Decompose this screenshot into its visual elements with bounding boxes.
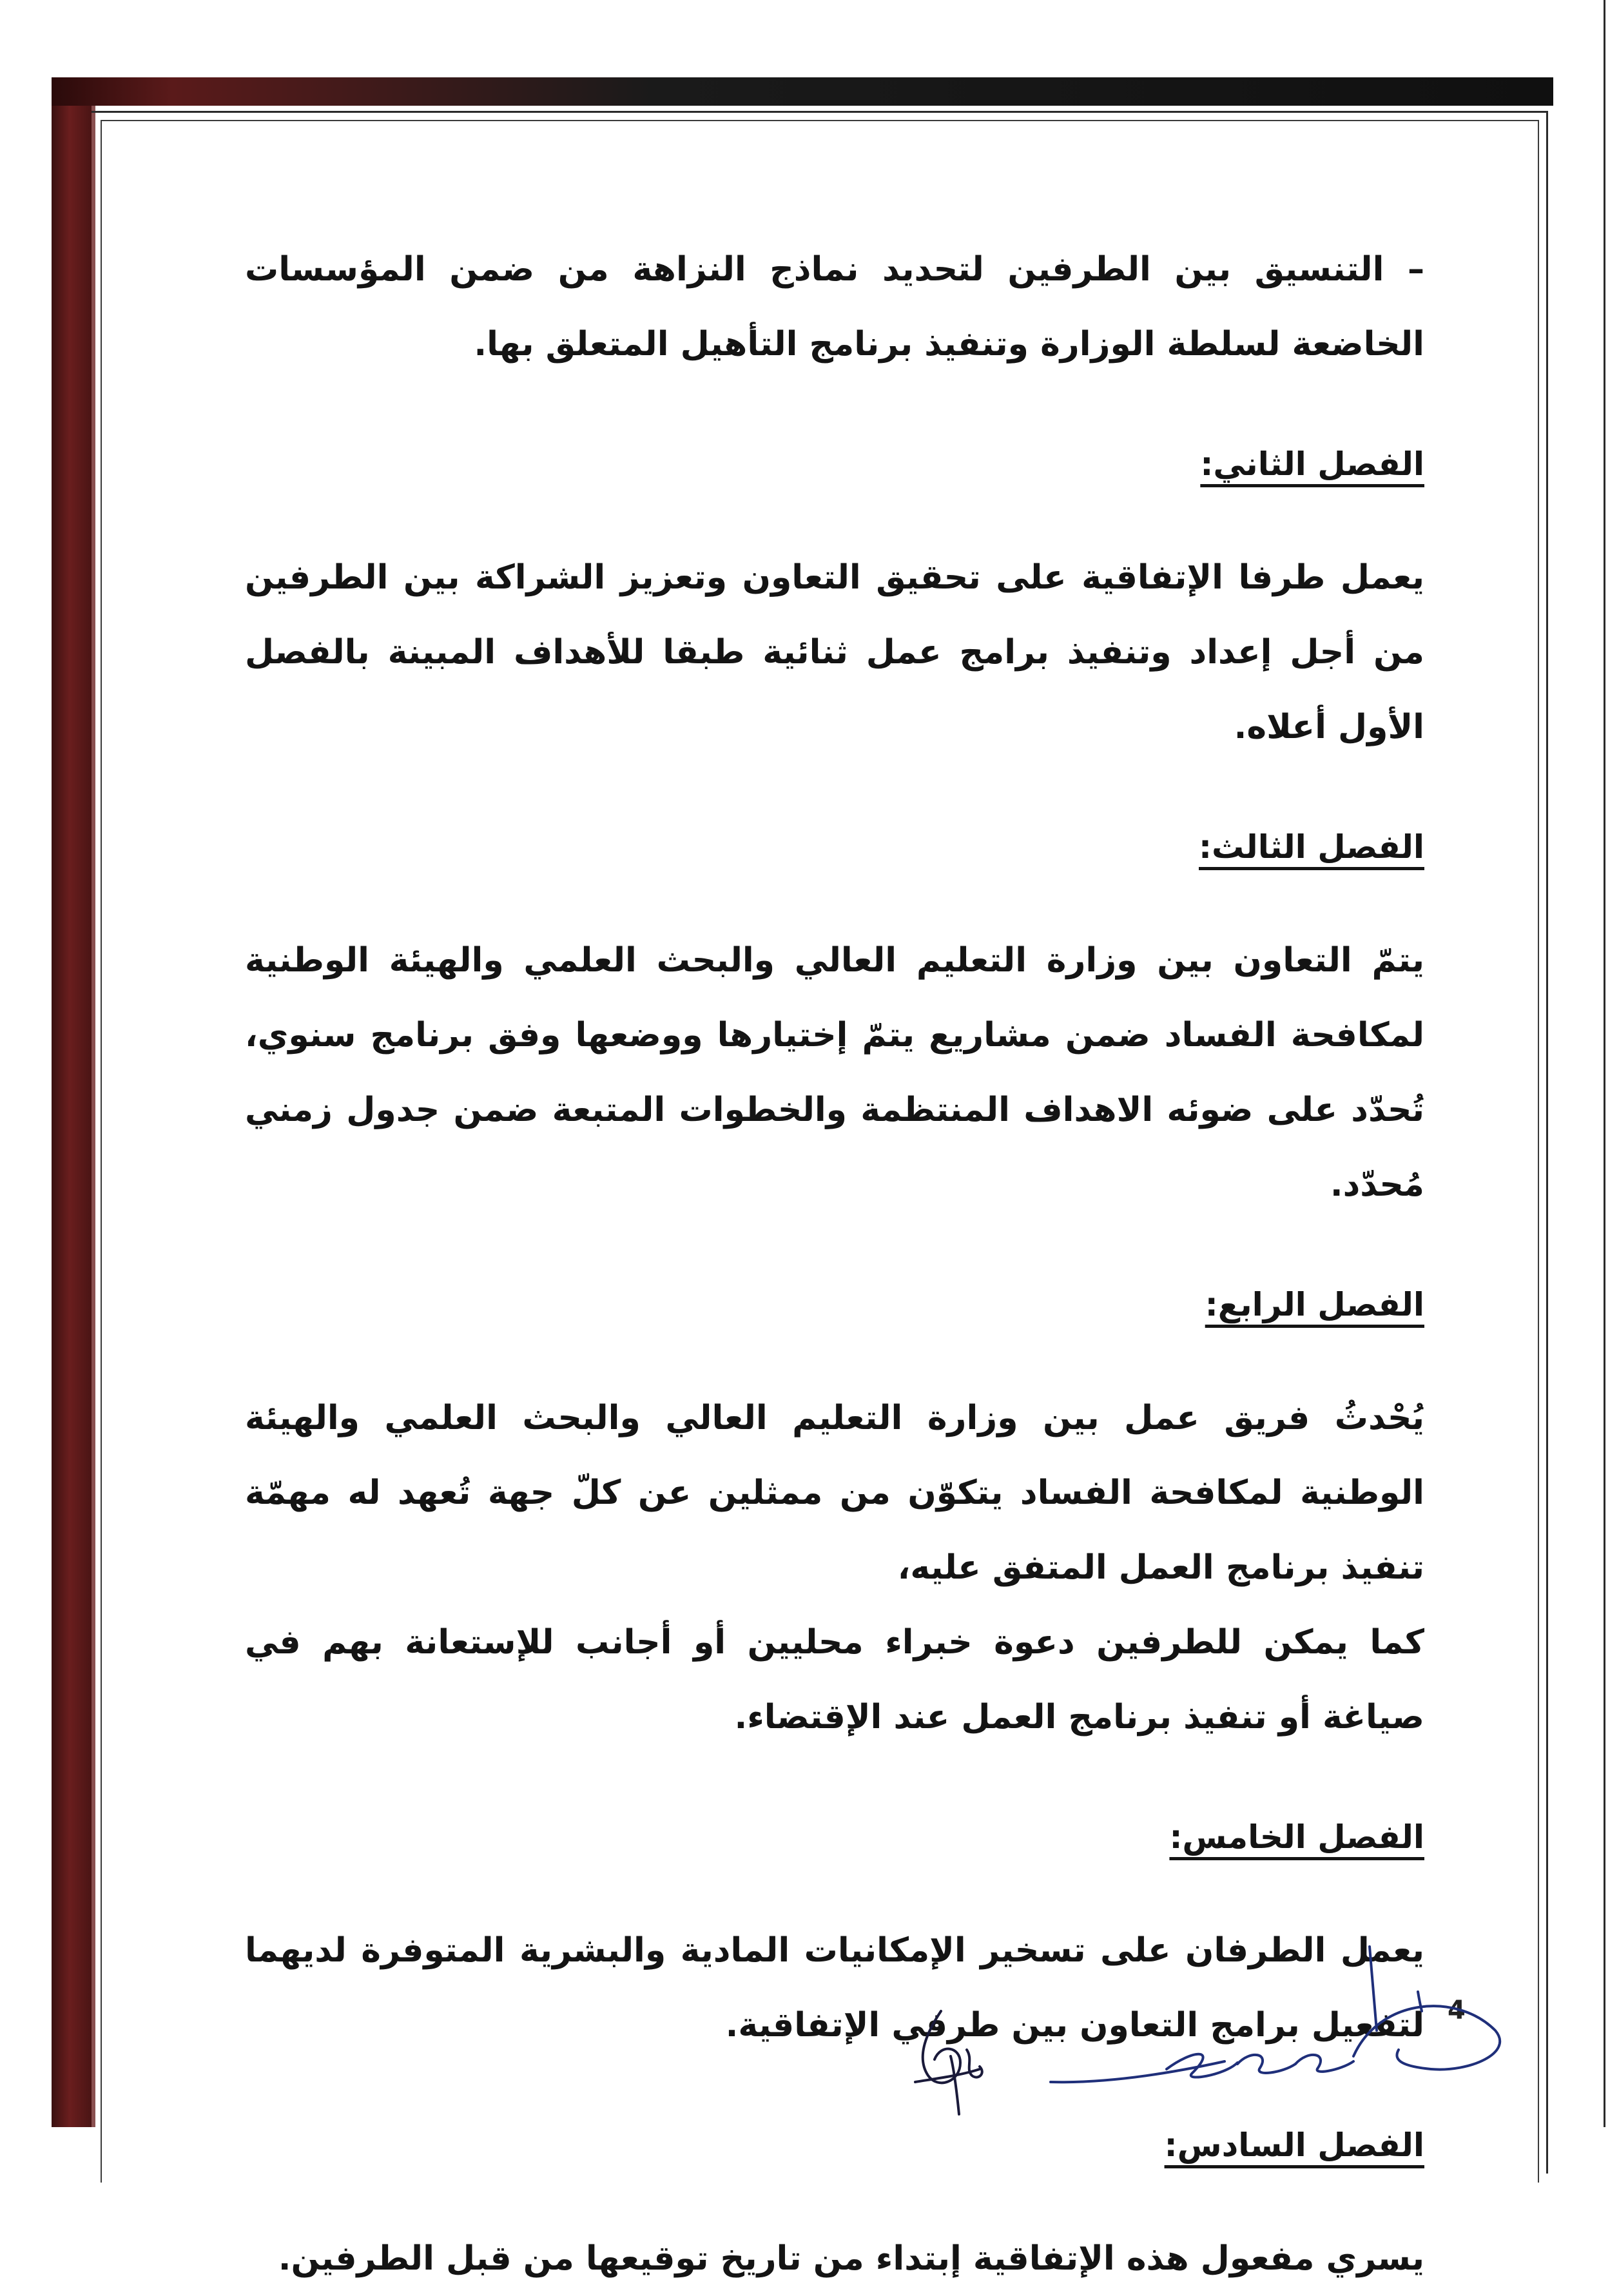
section-5-paragraph: يعمل الطرفان على تسخير الإمكانيات المادية والبشرية المتوفرة لديهما لتفعيل برامج التعاون بين طرفي الإتفاقية. xyxy=(245,1931,1424,2045)
section-3-paragraph: يتمّ التعاون بين وزارة التعليم العالي والبحث العلمي والهيئة الوطنية لمكافحة الفساد ضمن مشاريع يتمّ إختيارها ووضعها وفق برنامج سنوي، تُحدّد على ضوئه الاهداف المنتظمة والخطوات المتبعة ضمن جدول زمني مُحدّد. xyxy=(245,941,1424,1204)
signature-left-icon xyxy=(915,2011,982,2114)
section-3-heading: الفصل الثالث: xyxy=(1199,828,1424,866)
section-5-heading: الفصل الخامس: xyxy=(1169,1818,1424,1856)
section-4-paragraph-1: يُحْدثُ فريق عمل بين وزارة التعليم العالي والبحث العلمي والهيئة الوطنية لمكافحة الفساد يتكوّن من ممثلين عن كلّ جهة تُعهد له مهمّة تنفيذ برنامج العمل المتفق عليه، xyxy=(245,1399,1424,1587)
signature-right-icon xyxy=(1051,1947,1500,2082)
section-6-paragraph: يسري مفعول هذه الإتفاقية إبتداء من تاريخ توقيعها من قبل الطرفين. xyxy=(278,2239,1424,2278)
section-6-heading: الفصل السادس: xyxy=(1164,2126,1424,2164)
handwritten-signatures xyxy=(889,1921,1508,2127)
section-4-heading: الفصل الرابع: xyxy=(1205,1286,1424,1323)
intro-list-item: – التنسيق بين الطرفين لتحديد نماذج النزاهة من ضمن المؤسسات الخاضعة لسلطة الوزارة وتنفيذ برنامج التأهيل المتعلق بها. xyxy=(245,250,1424,364)
section-2-paragraph: يعمل طرفا الإتفاقية على تحقيق التعاون وتعزيز الشراكة بين الطرفين من أجل إعداد وتنفيذ برامج عمل ثنائية طبقا للأهداف المبينة بالفصل الأول أعلاه. xyxy=(245,558,1424,746)
page-number: 4 xyxy=(1448,1996,1466,2025)
page-frame-top-band xyxy=(52,77,1553,106)
section-4-paragraph-2: كما يمكن للطرفين دعوة خبراء محليين أو أجانب للإستعانة بهم في صياغة أو تنفيذ برنامج العمل عند الإقتضاء. xyxy=(245,1623,1424,1737)
scan-edge-line xyxy=(1604,0,1605,2127)
page-frame-left-band xyxy=(52,106,92,2127)
section-2-heading: الفصل الثاني: xyxy=(1200,445,1424,483)
